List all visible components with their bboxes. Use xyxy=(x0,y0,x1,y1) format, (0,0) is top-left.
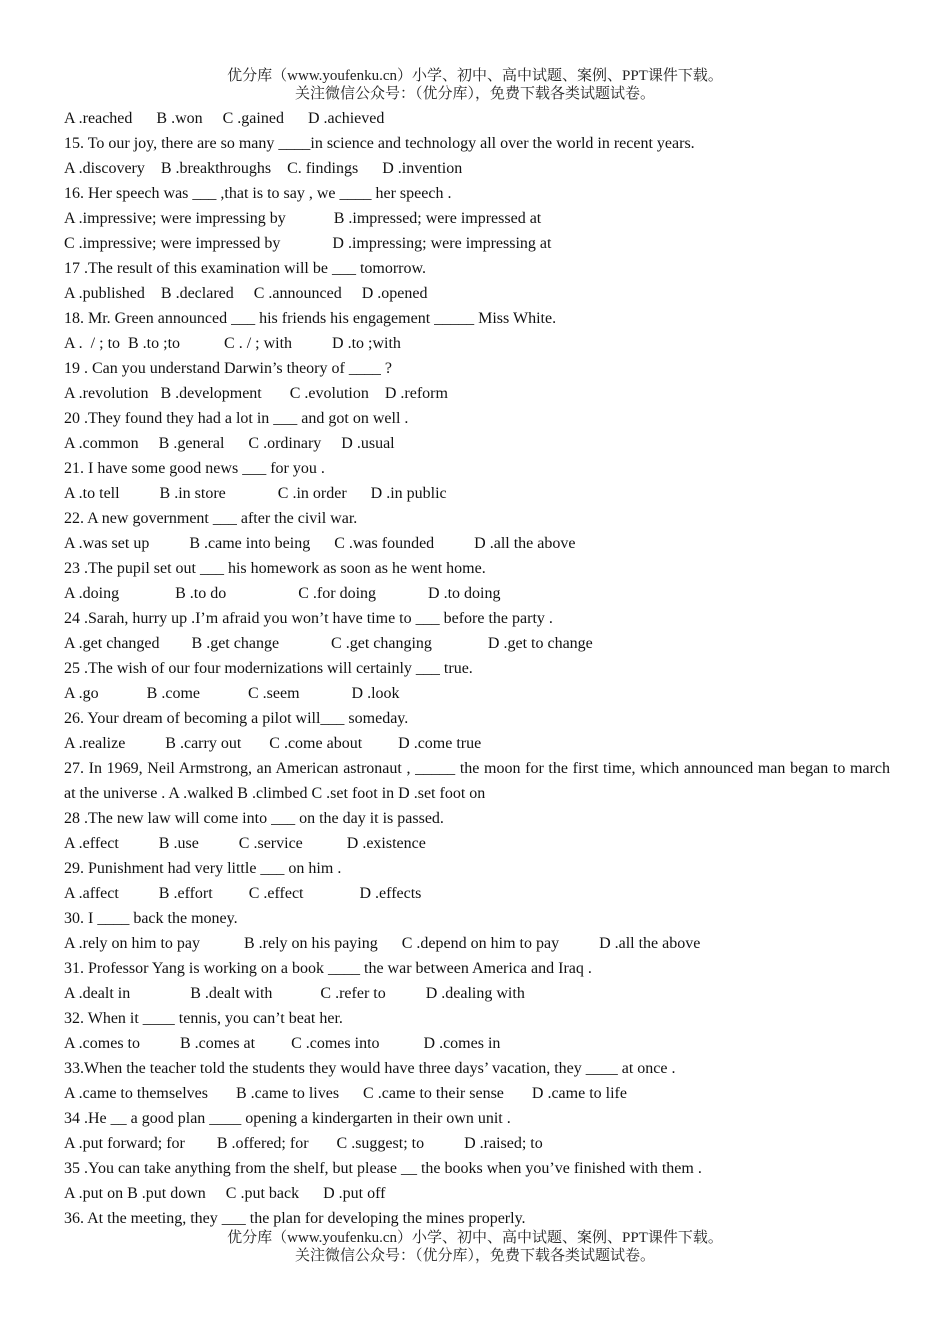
text-line: 33.When the teacher told the students they would have three days’ vacation, they ____ at once . xyxy=(64,1060,676,1077)
text-line: A .revolution B .development C .evolution D .reform xyxy=(64,385,448,402)
text-line: 16. Her speech was ___ ,that is to say , we ____ her speech . xyxy=(64,185,452,202)
text-line: A .affect B .effort C .effect D .effects xyxy=(64,885,422,902)
text-line: 19 . Can you understand Darwin’s theory of ____ ? xyxy=(64,360,392,377)
page-footer xyxy=(0,1229,950,1265)
text-line: A .was set up B .came into being C .was founded D .all the above xyxy=(64,535,576,552)
question-list xyxy=(64,106,890,1231)
text-line: 26. Your dream of becoming a pilot will___ someday. xyxy=(64,710,409,727)
text-line: 21. I have some good news ___ for you . xyxy=(64,460,325,477)
text-line: 32. When it ____ tennis, you can’t beat her. xyxy=(64,1010,343,1027)
text-line: 22. A new government ___ after the civil war. xyxy=(64,510,358,527)
text-line: A .doing B .to do C .for doing D .to doing xyxy=(64,585,501,602)
footer-line-2: 关注微信公众号：（优分库），免费下载各类试题试卷。 xyxy=(294,1248,655,1264)
text-line: A .reached B .won C .gained D .achieved xyxy=(64,110,385,127)
header-line-1: 优分库（www.youfenku.cn）小学、初中、高中试题、案例、PPT课件下载。 xyxy=(227,68,723,84)
page-header xyxy=(0,67,950,103)
text-line: A .rely on him to pay B .rely on his paying C .depend on him to pay D .all the above xyxy=(64,935,701,952)
text-line: 34 .He __ a good plan ____ opening a kindergarten in their own unit . xyxy=(64,1110,511,1127)
text-line: A .get changed B .get change C .get changing D .get to change xyxy=(64,635,593,652)
text-line: A .discovery B .breakthroughs C. findings D .invention xyxy=(64,160,463,177)
text-line: 17 .The result of this examination will be ___ tomorrow. xyxy=(64,260,427,277)
text-line: A .dealt in B .dealt with C .refer to D .dealing with xyxy=(64,985,525,1002)
text-line: A .published B .declared C .announced D .opened xyxy=(64,285,428,302)
text-line: A . / ; to B .to ;to C . / ; with D .to ;with xyxy=(64,335,401,352)
text-line: A .put on B .put down C .put back D .put off xyxy=(64,1185,386,1202)
text-line: A .comes to B .comes at C .comes into D .comes in xyxy=(64,1035,501,1052)
text-line: A .common B .general C .ordinary D .usual xyxy=(64,435,395,452)
text-line: 18. Mr. Green announced ___ his friends his engagement _____ Miss White. xyxy=(64,310,557,327)
question-27: 27. In 1969, Neil Armstrong, an American astronaut , _____ the moon for the first time, which announced man began to march at the universe . A .walked B .climbed C .set foot in D .set foot on xyxy=(64,760,890,802)
text-line: 36. At the meeting, they ___ the plan for developing the mines properly. xyxy=(64,1210,526,1227)
header-line-2: 关注微信公众号：（优分库），免费下载各类试题试卷。 xyxy=(294,86,655,102)
text-line: 25 .The wish of our four modernizations will certainly ___ true. xyxy=(64,660,473,677)
text-line: A .to tell B .in store C .in order D .in public xyxy=(64,485,447,502)
text-line: 31. Professor Yang is working on a book ____ the war between America and Iraq . xyxy=(64,960,592,977)
text-line: 15. To our joy, there are so many ____in science and technology all over the world in recent years. xyxy=(64,135,695,152)
text-line: 23 .The pupil set out ___ his homework as soon as he went home. xyxy=(64,560,486,577)
text-line: 35 .You can take anything from the shelf, but please __ the books when you’ve finished with them . xyxy=(64,1160,702,1177)
text-line: A .go B .come C .seem D .look xyxy=(64,685,400,702)
text-line: A .effect B .use C .service D .existence xyxy=(64,835,426,852)
text-line: A .impressive; were impressing by B .impressed; were impressed at xyxy=(64,210,542,227)
text-line: C .impressive; were impressed by D .impressing; were impressing at xyxy=(64,235,552,252)
text-line: 20 .They found they had a lot in ___ and got on well . xyxy=(64,410,409,427)
text-line: A .came to themselves B .came to lives C .came to their sense D .came to life xyxy=(64,1085,627,1102)
text-line: 29. Punishment had very little ___ on him . xyxy=(64,860,342,877)
text-line: 24 .Sarah, hurry up .I’m afraid you won’t have time to ___ before the party . xyxy=(64,610,553,627)
text-line: 30. I ____ back the money. xyxy=(64,910,238,927)
footer-line-1: 优分库（www.youfenku.cn）小学、初中、高中试题、案例、PPT课件下载。 xyxy=(227,1230,723,1246)
text-line: 28 .The new law will come into ___ on the day it is passed. xyxy=(64,810,444,827)
text-line: A .realize B .carry out C .come about D .come true xyxy=(64,735,482,752)
text-line: A .put forward; for B .offered; for C .suggest; to D .raised; to xyxy=(64,1135,543,1152)
